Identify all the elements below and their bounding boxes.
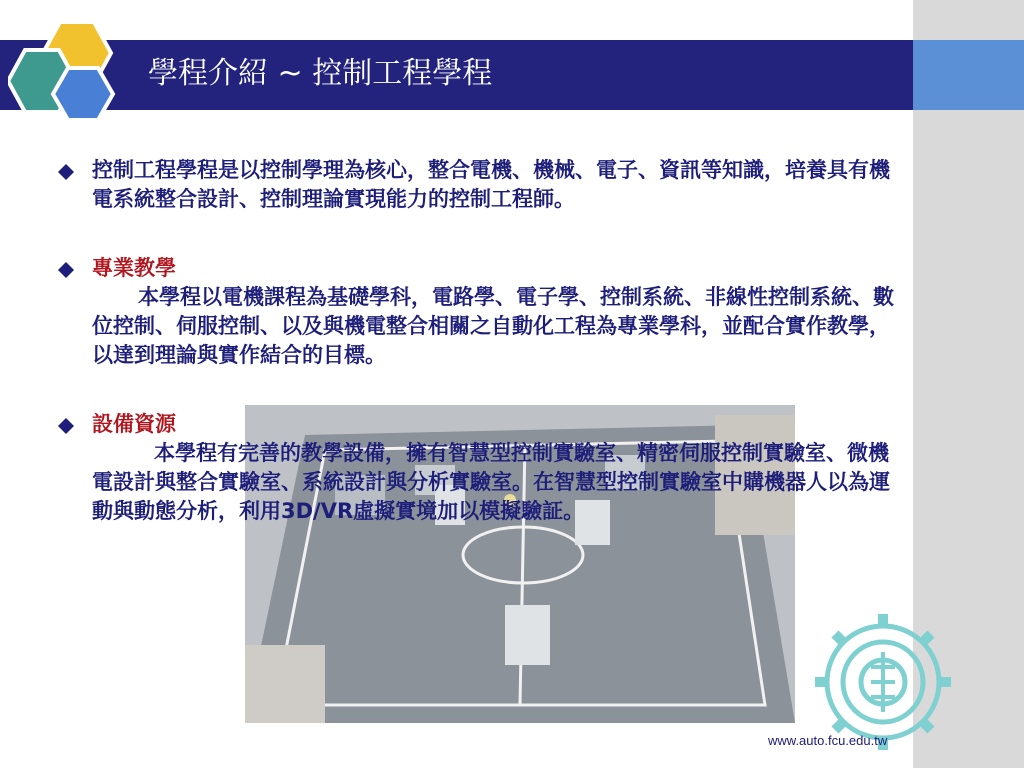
- bullet-item: [58, 254, 898, 370]
- diamond-bullet-icon: [58, 418, 74, 434]
- diamond-bullet-icon: [58, 164, 74, 180]
- bullet-heading: 專業教學: [92, 256, 176, 280]
- diamond-bullet-icon: [58, 262, 74, 278]
- bullet-item: [58, 410, 898, 526]
- bullet-text: 控制工程學程是以控制學理為核心，整合電機、機械、電子、資訊等知識，培養具有機電系統整合設計、控制理論實現能力的控制工程師。: [92, 158, 890, 211]
- bullet-item: [58, 156, 898, 214]
- content-area: [58, 156, 898, 566]
- bullet-text: 本學程有完善的教學設備，擁有智慧型控制實驗室、精密伺服控制實驗室、微機電設計與整合實驗室、系統設計與分析實驗室。在智慧型控制實驗室中購機器人以為運動與動態分析，利用3D/VR虛擬實境加以模擬驗証。: [92, 441, 890, 523]
- footer-url: www.auto.fcu.edu.tw: [768, 733, 888, 748]
- university-gear-logo: [813, 612, 953, 752]
- hexagon-cluster-logo: [8, 20, 128, 120]
- bullet-text-wrapper: [92, 439, 898, 526]
- bullet-heading: 設備資源: [92, 412, 176, 436]
- slide-title: 學程介紹 ~ 控制工程學程: [148, 56, 493, 91]
- bullet-text-wrapper: [92, 283, 898, 370]
- bullet-text: 本學程以電機課程為基礎學科，電路學、電子學、控制系統、非線性控制系統、數位控制、伺服控制、以及與機電整合相關之自動化工程為專業學科，並配合實作教學，以達到理論與實作結合的目標。: [92, 285, 894, 367]
- title-bar-accent: [913, 40, 1024, 110]
